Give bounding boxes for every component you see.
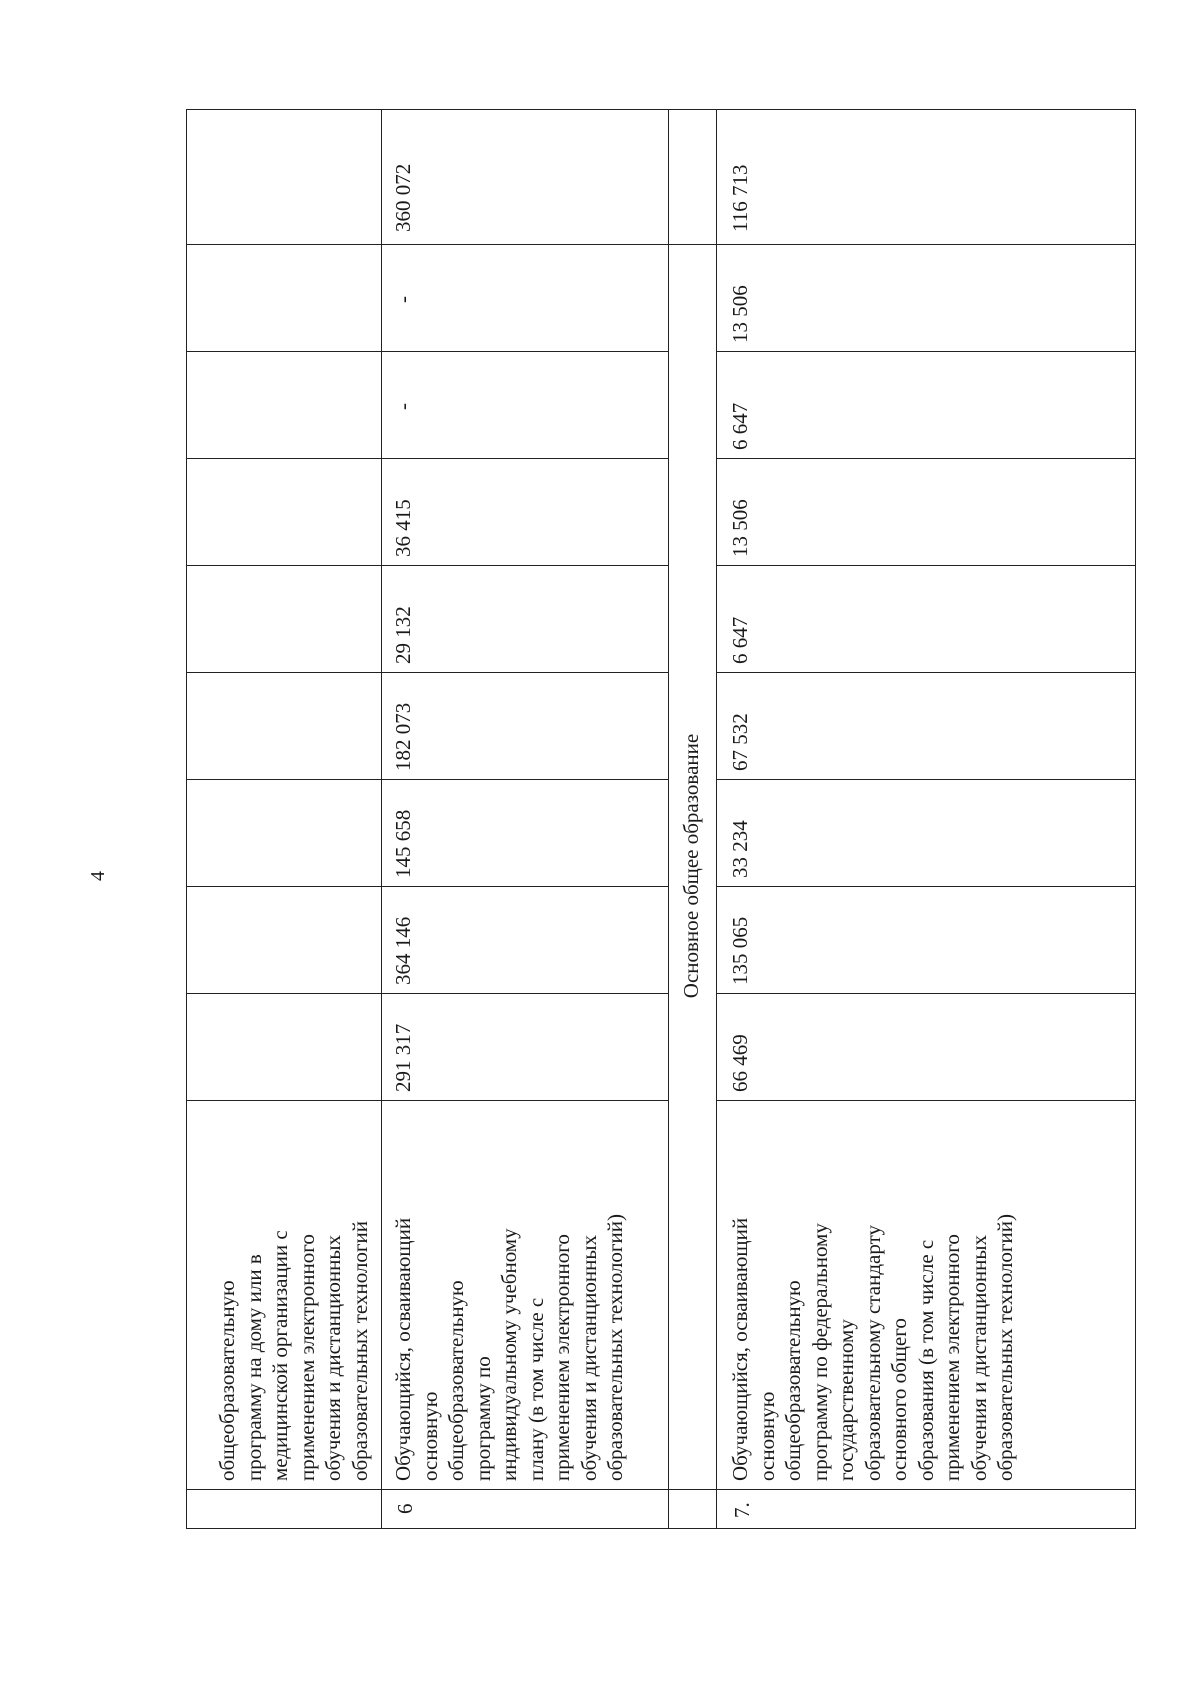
value-cell [186,779,382,887]
value-text: - [391,296,415,303]
value-text: 360 072 [391,163,415,232]
row-description: Обучающийся, осваивающий основную общеобразовательную программу по федеральному государственному образовательному стандарту основного общего образования (в том числе с применением электронного обучения и дистанционных образовательных технологий) [728,1214,1017,1481]
value-text: 182 073 [391,702,415,771]
value-text: 66 469 [728,1034,752,1092]
value-cell [716,244,1136,352]
value-text: 291 317 [391,1023,415,1092]
value-cell [186,458,382,566]
row-number-cell [716,1489,1136,1529]
value-cell [716,672,1136,780]
row-number: 7. [730,1502,754,1518]
section-header-cell [668,244,717,1490]
row-description: Обучающийся, осваивающий основную общеобразовательную программу по индивидуальному учебному плану (в том числе с применением электронного обучения и дистанционных образовательных технологий) [391,1214,627,1481]
row-number-cell [668,1489,717,1529]
value-cell [668,109,717,245]
value-text: 33 234 [728,820,752,878]
value-cell [381,351,669,459]
value-cell [186,565,382,673]
row-number: 6 [393,1503,417,1514]
value-text: 145 658 [391,809,415,878]
value-cell [381,565,669,673]
data-table [186,109,1200,1518]
row-number [186,1489,382,1529]
value-cell [381,458,669,566]
description-cell [381,1100,669,1490]
value-text: - [391,403,415,410]
value-text: 29 132 [391,606,415,664]
value-cell [186,351,382,459]
value-cell [716,886,1136,994]
value-cell [381,672,669,780]
value-cell [716,779,1136,887]
value-cell [381,109,669,245]
value-text: 67 532 [728,713,752,771]
description-cell [716,1100,1136,1490]
value-text: 6 647 [728,616,752,664]
value-text: 6 647 [728,402,752,450]
value-cell [716,458,1136,566]
value-cell [381,993,669,1101]
value-text: 364 146 [391,916,415,985]
value-cell [716,109,1136,245]
value-text: 135 065 [728,916,752,985]
value-text: 116 713 [728,164,752,232]
row-description: общеобразовательную программу на дому или в медицинской организации с применением электронного обучения и дистанционных образовательных технологий [215,1221,372,1481]
description-cell [186,1100,382,1490]
value-cell [716,351,1136,459]
value-cell [186,672,382,780]
page-number: 4 [87,871,109,881]
value-cell [381,244,669,352]
value-cell [186,993,382,1101]
value-cell [381,886,669,994]
value-cell [716,565,1136,673]
row-number-cell [381,1489,669,1529]
value-cell [381,779,669,887]
value-cell [186,244,382,352]
value-cell [716,993,1136,1101]
value-cell [186,109,382,245]
rotated-table [186,109,1136,1529]
value-text: 13 506 [728,499,752,557]
value-cell [186,886,382,994]
section-header: Основное общее образование [679,733,703,999]
value-text: 36 415 [391,499,415,557]
value-text: 13 506 [728,285,752,343]
